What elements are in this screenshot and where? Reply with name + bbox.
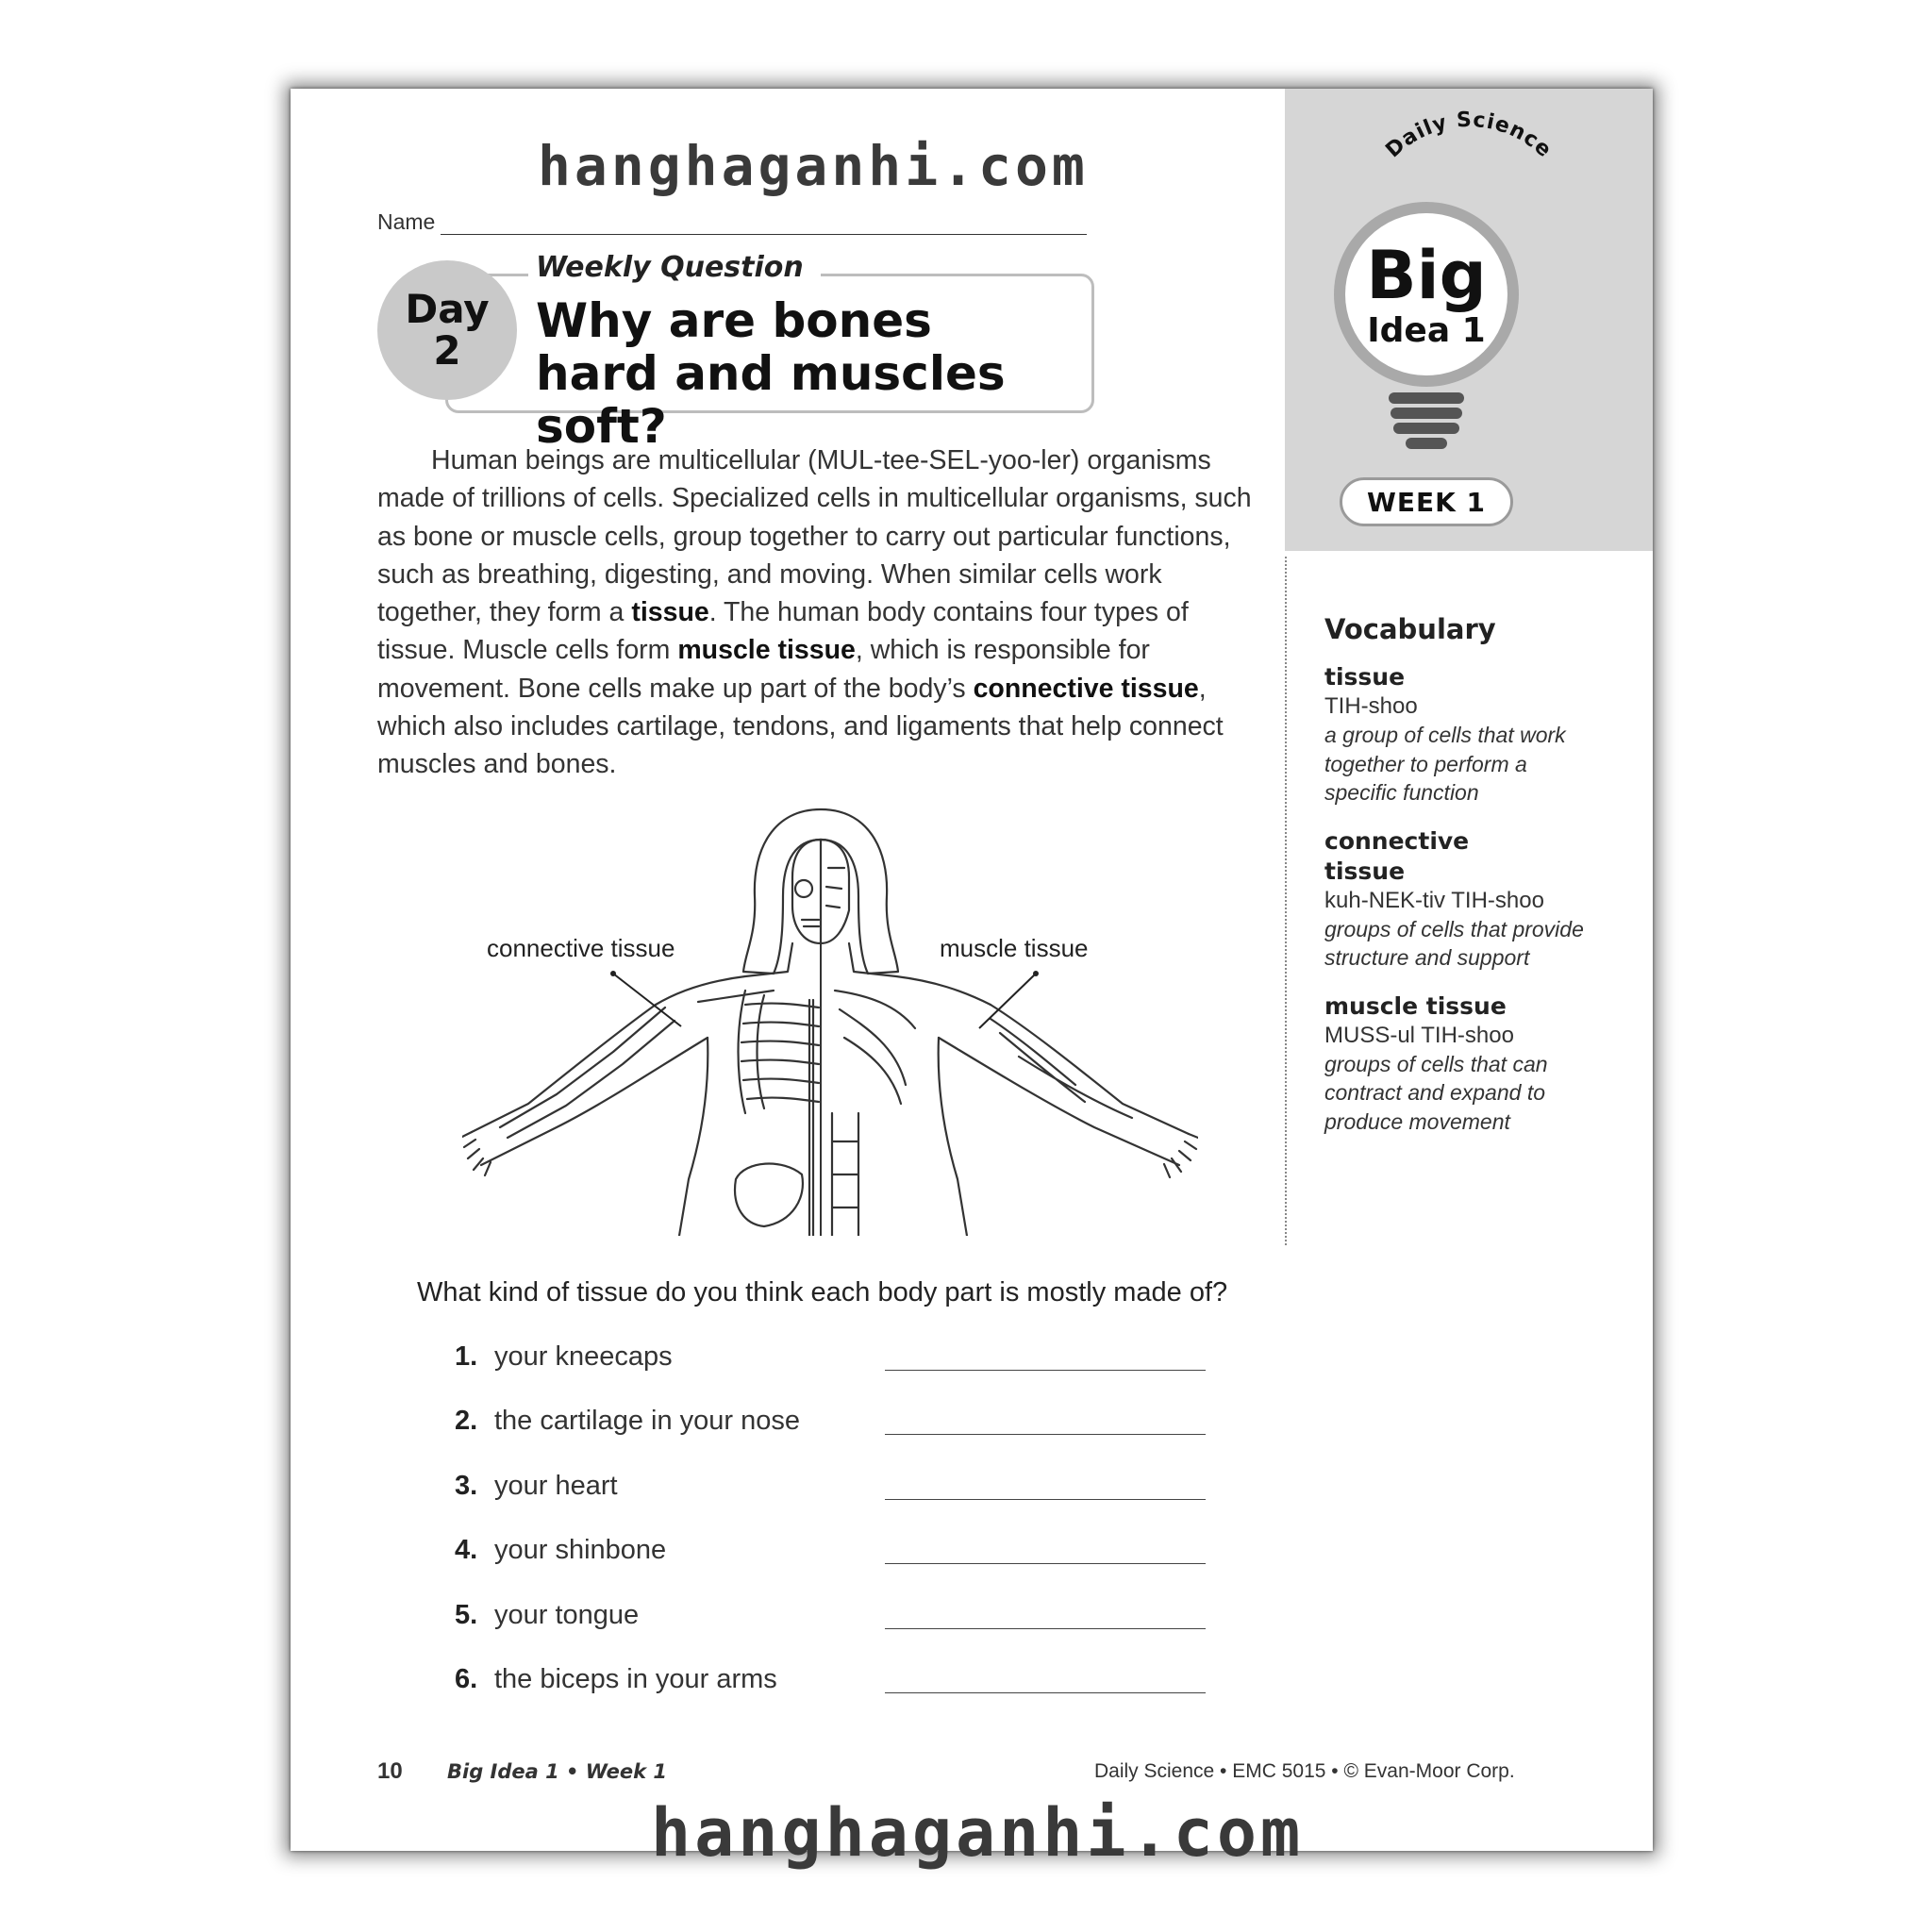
intro-paragraph: Human beings are multicellular (MUL-tee-SEL-yoo-ler) organisms made of trillions of cells. Specialized cells in multicellular organisms, such as bone or muscle cells, group together to carry out particular functions, such as breathing, digesting, and moving. When similar cells work together, they form a tissue. The human body contains four types of tissue. Muscle cells form muscle tissue, which is responsible for movement. Bone cells make up part of the body’s connective tissue, which also includes cartilage, tendons, and ligaments that help connect muscles and bones. xyxy=(377,445,1252,780)
answer-line[interactable] xyxy=(885,1563,1206,1564)
question-list xyxy=(455,1341,1209,1728)
name-line[interactable] xyxy=(441,214,1087,235)
label-muscle-tissue: muscle tissue xyxy=(940,934,1089,962)
vocab-term: muscle tissue xyxy=(1324,991,1507,1020)
name-label: Name xyxy=(377,209,436,234)
vocab-pronunciation: TIH-shoo xyxy=(1324,693,1418,719)
question-text: your tongue xyxy=(494,1599,640,1630)
question-number: 1. xyxy=(455,1341,478,1372)
vocab-entry xyxy=(1324,826,1598,973)
term-tissue: tissue xyxy=(631,597,709,628)
question-item xyxy=(455,1341,1209,1406)
vocab-definition: a group of cells that work together to perform a specific function xyxy=(1324,723,1566,805)
question-item xyxy=(455,1664,1209,1728)
day-label: Day xyxy=(405,286,490,332)
vocab-entry xyxy=(1324,662,1598,808)
question-item xyxy=(455,1406,1209,1470)
label-connective-tissue: connective tissue xyxy=(487,934,675,962)
vocab-entry xyxy=(1324,991,1598,1137)
footer-section: Big Idea 1 • Week 1 xyxy=(447,1760,667,1783)
question-number: 5. xyxy=(455,1599,478,1630)
weekly-question-label: Weekly Question xyxy=(528,251,821,284)
vocab-term: connective tissue xyxy=(1324,826,1470,885)
footer-credit: Daily Science • EMC 5015 • © Evan-Moor Corp. xyxy=(1094,1760,1515,1782)
question-text: your shinbone xyxy=(494,1535,667,1566)
day-badge xyxy=(377,260,517,400)
term-muscle-tissue: muscle tissue xyxy=(677,635,856,666)
anatomy-diagram xyxy=(462,802,1198,1236)
watermark-top: hanghaganhi.com xyxy=(538,134,1089,198)
page-number: 10 xyxy=(377,1758,403,1784)
question-item xyxy=(455,1535,1209,1599)
badge-big: Big xyxy=(1366,237,1487,314)
question-number: 3. xyxy=(455,1470,478,1501)
question-number: 6. xyxy=(455,1663,478,1694)
answer-line[interactable] xyxy=(885,1434,1206,1435)
questions-prompt: What kind of tissue do you think each body part is mostly made of? xyxy=(417,1277,1228,1307)
question-number: 2. xyxy=(455,1406,478,1437)
day-number: 2 xyxy=(433,327,461,374)
vocab-pronunciation: kuh-NEK-tiv TIH-shoo xyxy=(1324,887,1544,913)
week-badge: WEEK 1 xyxy=(1340,477,1513,526)
lightbulb-icon xyxy=(1285,89,1653,485)
question-number: 4. xyxy=(455,1535,478,1566)
vocab-pronunciation: MUSS-ul TIH-shoo xyxy=(1324,1022,1514,1048)
vocabulary-panel xyxy=(1324,613,1598,1155)
vocab-definition: groups of cells that can contract and expand to produce movement xyxy=(1324,1051,1548,1134)
question-text: the cartilage in your nose xyxy=(494,1406,801,1437)
question-text: the biceps in your arms xyxy=(494,1663,777,1694)
question-item xyxy=(455,1600,1209,1664)
vocab-term: tissue xyxy=(1324,663,1406,691)
watermark-bottom: hanghaganhi.com xyxy=(651,1794,1305,1872)
answer-line[interactable] xyxy=(885,1499,1206,1500)
answer-line[interactable] xyxy=(885,1628,1206,1629)
svg-text:Daily Science xyxy=(1381,108,1556,163)
badge-arc-text: Daily Science xyxy=(1381,108,1557,163)
answer-line[interactable] xyxy=(885,1692,1206,1693)
question-text: your kneecaps xyxy=(494,1341,673,1372)
badge-idea: Idea 1 xyxy=(1367,311,1486,350)
question-item xyxy=(455,1471,1209,1535)
question-title: Why are bones hard and muscles soft? xyxy=(536,293,1006,454)
vocabulary-heading: Vocabulary xyxy=(1324,613,1496,645)
question-text: your heart xyxy=(494,1470,618,1501)
sidebar-divider xyxy=(1285,557,1287,1245)
body-illustration xyxy=(462,802,1198,1236)
vocab-definition: groups of cells that provide structure and support xyxy=(1324,916,1584,970)
name-field xyxy=(377,209,1087,235)
term-connective-tissue: connective tissue xyxy=(973,673,1199,704)
answer-line[interactable] xyxy=(885,1370,1206,1371)
